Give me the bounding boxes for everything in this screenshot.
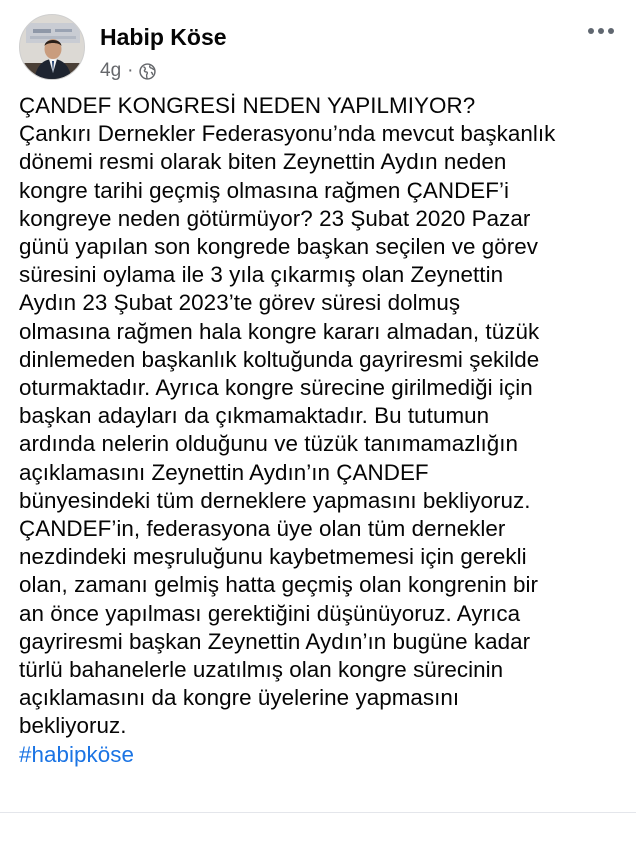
post-line: süresini oylama ile 3 yıla çıkarmış olan Zeynettin (19, 262, 504, 288)
post-line: dönemi resmi olarak biten Zeynettin Aydın neden (19, 149, 507, 175)
post-line: gayriresmi başkan Zeynettin Aydın’ın bugüne kadar (19, 628, 531, 654)
post-line: bekliyoruz. (19, 713, 127, 739)
post-line: Çankırı Dernekler Federasyonu’nda mevcut başkanlık (19, 121, 556, 147)
profile-photo (20, 15, 85, 80)
post-line: ÇANDEF KONGRESİ NEDEN YAPILMIYOR? (19, 93, 476, 118)
post-line: olan, zamanı gelmiş hatta geçmiş olan kongrenin bir (19, 572, 539, 598)
post-line: kongreye neden götürmüyor? 23 Şubat 2020 Pazar (19, 205, 531, 231)
post-line: açıklamasını Zeynettin Aydın’ın ÇANDEF (19, 459, 429, 485)
globe-icon[interactable] (139, 63, 156, 80)
avatar[interactable] (19, 14, 85, 80)
post-line: olmasına rağmen hala kongre kararı almadan, tüzük (19, 318, 540, 344)
post-text (19, 92, 624, 769)
post-line: oturmaktadır. Ayrıca kongre sürecine girilmediği için (19, 375, 533, 401)
more-options-icon[interactable] (588, 28, 614, 34)
post-line: an önce yapılması gerektiğini düşünüyoruz. Ayrıca (19, 600, 521, 626)
post-line: kongre tarihi geçmiş olmasına rağmen ÇANDEF’i (19, 177, 510, 203)
post-timestamp[interactable]: 4g (100, 60, 122, 81)
meta-separator: · (127, 60, 134, 81)
post-meta (100, 60, 156, 82)
post-line: türlü bahanelerle uzatılmış olan kongre sürecinin (19, 657, 504, 683)
post-line: başkan adayları da çıkmamaktadır. Bu tutumun (19, 403, 490, 429)
hashtag-link[interactable]: #habipköse (19, 741, 135, 767)
post-line: dinlemeden başkanlık koltuğunda gayriresmi şekilde (19, 346, 540, 372)
post-line: Aydın 23 Şubat 2023’te görev süresi dolmuş (19, 290, 461, 316)
author-name[interactable]: Habip Köse (100, 24, 227, 50)
post-line: ardında nelerin olduğunu ve tüzük tanımamazlığın (19, 431, 519, 457)
post-line: açıklamasını da kongre üyelerine yapmasını (19, 685, 460, 711)
post-line: bünyesindeki tüm derneklere yapmasını bekliyoruz. (19, 487, 531, 513)
post-line: nezdindeki meşruluğunu kaybetmemesi için gerekli (19, 544, 527, 570)
post-line: günü yapılan son kongrede başkan seçilen ve görev (19, 234, 539, 260)
post-line: ÇANDEF’in, federasyona üye olan tüm dernekler (19, 516, 506, 542)
divider (0, 812, 636, 813)
